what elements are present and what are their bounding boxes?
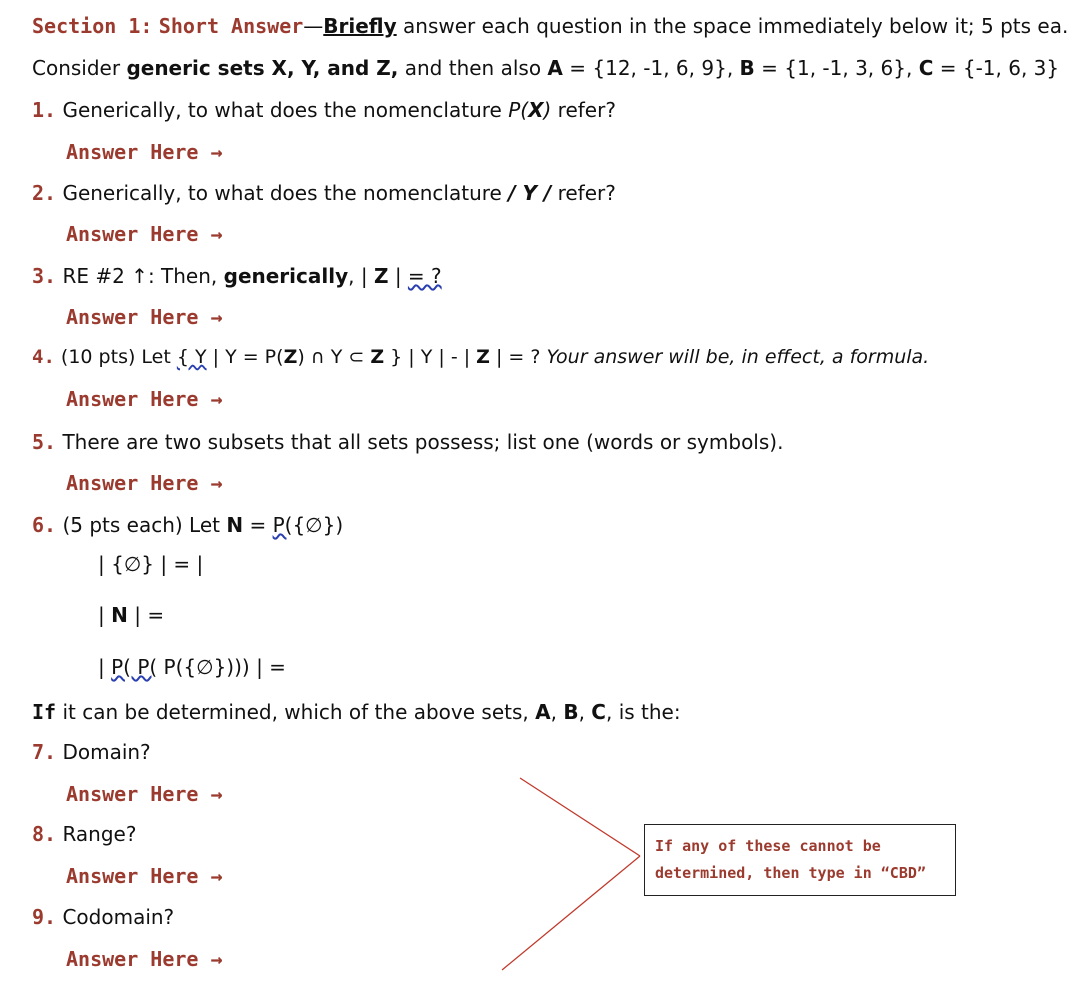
- answer-field-2[interactable]: Answer Here →: [66, 222, 223, 246]
- q1-tail: refer?: [551, 98, 616, 122]
- answer-field-7[interactable]: Answer Here →: [66, 782, 223, 806]
- q1-expr: P(: [508, 98, 529, 122]
- question-text: Domain?: [56, 740, 151, 764]
- q1-close: ): [543, 98, 552, 122]
- question-number: 5.: [32, 430, 57, 454]
- short-answer-label: Short Answer: [158, 14, 304, 38]
- q4-z3: Z: [476, 346, 490, 368]
- answer-field-4[interactable]: Answer Here →: [66, 387, 223, 411]
- answer-field-9[interactable]: Answer Here →: [66, 947, 223, 971]
- answer-field-3[interactable]: Answer Here →: [66, 305, 223, 329]
- question-text: Range?: [56, 822, 137, 846]
- question-text: Codomain?: [56, 905, 175, 929]
- if-b: B: [563, 700, 579, 724]
- q6-sub-1[interactable]: | {∅} | = |: [98, 552, 204, 576]
- question-number: 9.: [32, 905, 57, 929]
- question-text: Generically, to what does the nomenclature: [56, 181, 509, 205]
- q4-z2: Z: [370, 346, 385, 368]
- q6-sub3-pre: |: [98, 655, 112, 679]
- set-a-value: = {12, -1, 6, 9},: [562, 56, 740, 80]
- if-c: C: [591, 700, 606, 724]
- question-number: 3.: [32, 264, 57, 288]
- question-text: There are two subsets that all sets possess; list one (words or symbols).: [56, 430, 784, 454]
- question-number: 1.: [32, 98, 57, 122]
- q3-wavy: = ?: [407, 264, 442, 288]
- set-a-name: A: [547, 56, 563, 80]
- if-c1: ,: [550, 700, 564, 724]
- q6-eq: =: [243, 513, 273, 537]
- set-b-name: B: [739, 56, 755, 80]
- consider-mid: and then also: [398, 56, 548, 80]
- generically-label: generically: [223, 264, 349, 288]
- cbd-note-box: [644, 824, 956, 896]
- q4-z1: Z: [283, 346, 298, 368]
- bracket-line-top: [520, 778, 640, 856]
- question-number: 2.: [32, 181, 57, 205]
- q6-sub2-n: N: [111, 603, 128, 627]
- question-number: 6.: [32, 513, 57, 537]
- question-text: (10 pts) Let: [54, 346, 177, 368]
- q4-expr1: | Y = P(: [206, 346, 284, 368]
- if-a: A: [535, 700, 551, 724]
- q6-sub3-wavy: P( P(: [111, 655, 158, 679]
- q4-note: Your answer will be, in effect, a formula.: [546, 346, 930, 368]
- answer-field-5[interactable]: Answer Here →: [66, 471, 223, 495]
- q6-sub3-post: | =: [256, 655, 286, 679]
- question-number: 7.: [32, 740, 57, 764]
- q2-tail: refer?: [551, 181, 616, 205]
- q4-expr2: ) ∩ Y ⊂: [297, 346, 371, 368]
- note-line-1: If any of these cannot be: [655, 837, 881, 855]
- if-label: If: [32, 700, 57, 724]
- set-b-value: = {1, -1, 3, 6},: [754, 56, 919, 80]
- question-number: 8.: [32, 822, 57, 846]
- set-c-name: C: [918, 56, 934, 80]
- briefly-label: Briefly: [323, 14, 397, 38]
- if-c2: ,: [578, 700, 592, 724]
- bracket-line-bottom: [502, 856, 640, 970]
- question-text: RE #2 ↑: Then,: [56, 264, 224, 288]
- q6-sub3-mid: P({∅}))): [157, 655, 257, 679]
- header-dash: —: [303, 14, 324, 38]
- set-c-value: = {-1, 6, 3}: [933, 56, 1060, 80]
- consider-prefix: Consider: [32, 56, 127, 80]
- q4-expr4: | = ?: [489, 346, 547, 368]
- if-text2: , is the:: [605, 700, 681, 724]
- q3-z: Z: [373, 264, 389, 288]
- q4-wavy: { Y: [176, 346, 207, 368]
- question-text: (5 pts each) Let: [56, 513, 227, 537]
- q6-wavy: P(: [272, 513, 293, 537]
- q4-expr3: } | Y | - |: [384, 346, 477, 368]
- q2-expr: / Y /: [508, 181, 552, 205]
- q6-tail: {∅}): [292, 513, 344, 537]
- header-instructions: answer each question in the space immediately below it; 5 pts ea.: [396, 14, 1068, 38]
- q1-x: X: [528, 98, 544, 122]
- if-text1: it can be determined, which of the above sets,: [56, 700, 536, 724]
- note-line-2: determined, then type in “CBD”: [655, 864, 926, 882]
- answer-field-8[interactable]: Answer Here →: [66, 864, 223, 888]
- q3-tail1: , |: [348, 264, 374, 288]
- question-number: 4.: [32, 346, 55, 368]
- question-text: Generically, to what does the nomenclature: [56, 98, 509, 122]
- q6-sub2-post: | =: [127, 603, 165, 627]
- q6-sub2-pre: |: [98, 603, 112, 627]
- answer-field-1[interactable]: Answer Here →: [66, 140, 223, 164]
- q3-tail2: |: [388, 264, 408, 288]
- section-label: Section 1:: [32, 14, 153, 38]
- q6-n: N: [226, 513, 244, 537]
- generic-sets: generic sets X, Y, and Z,: [126, 56, 399, 80]
